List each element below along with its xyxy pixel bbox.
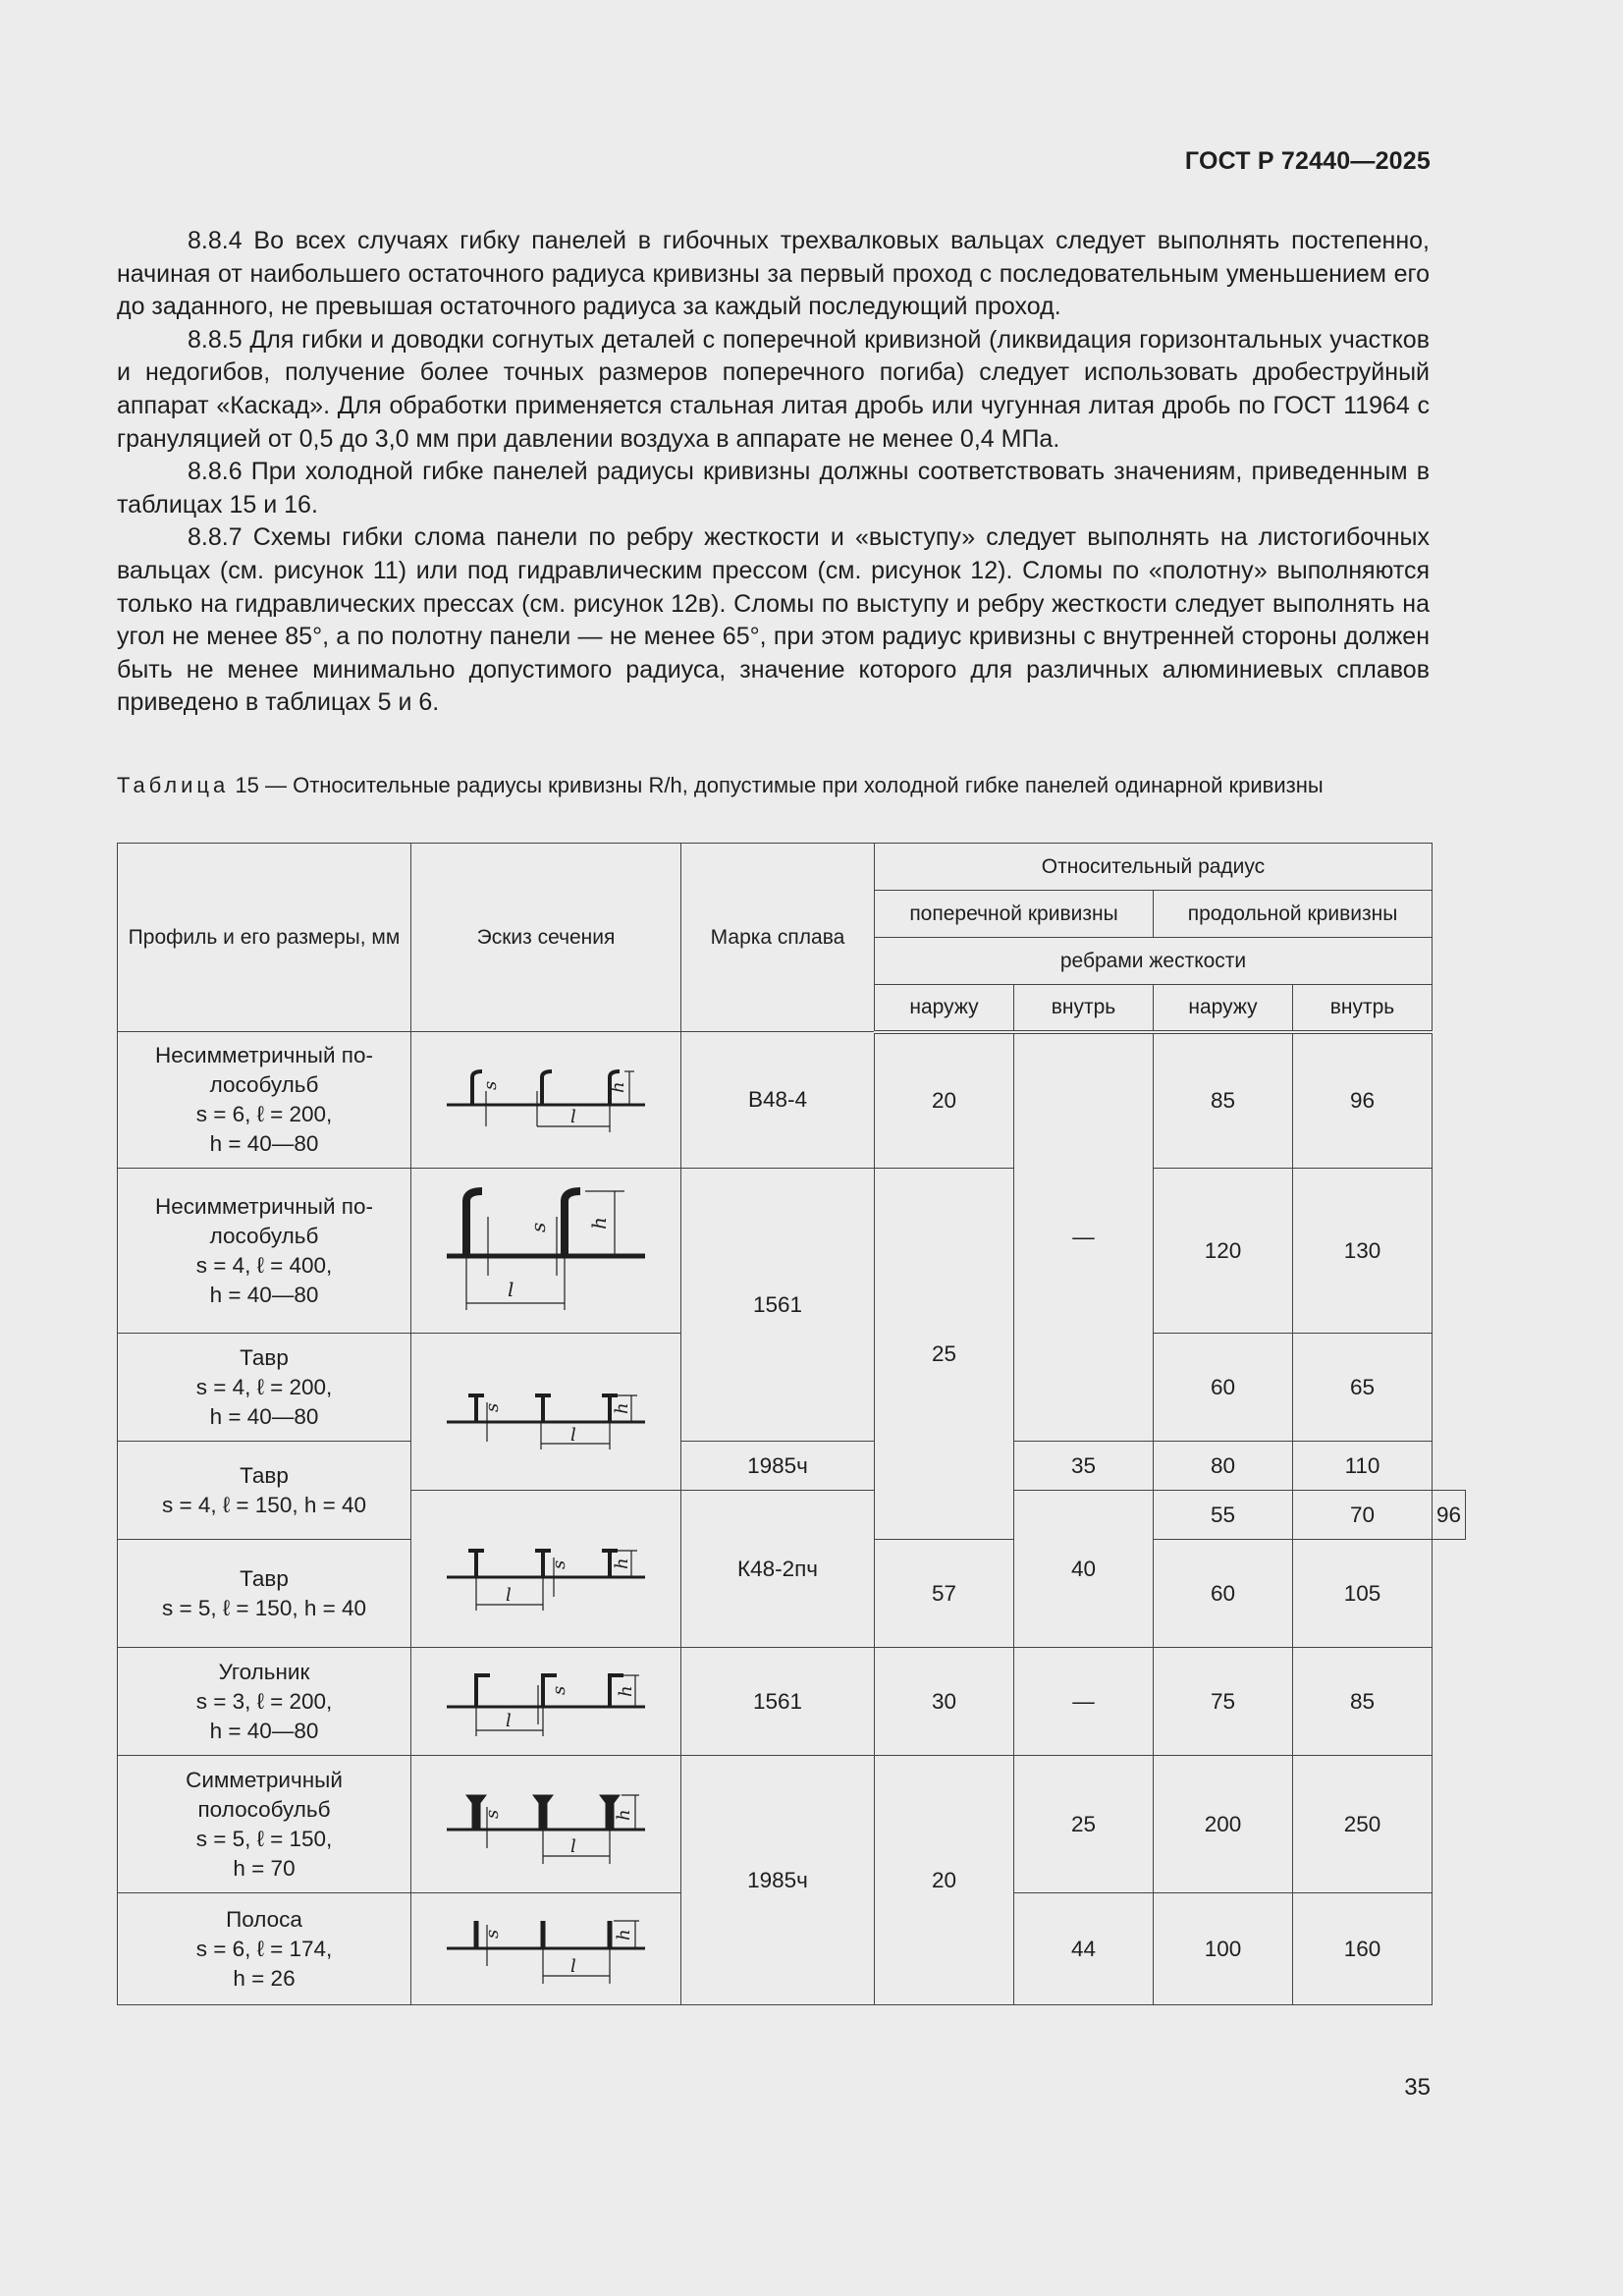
value-cell: 25 [875, 1169, 1014, 1540]
header-profile: Профиль и его размеры, мм [118, 844, 411, 1032]
paragraph-8-8-7: 8.8.7 Схемы гибки слома панели по ребру жесткости и «выступу» следует выполнять на листогибочных вальцах (см. рисунок 11) или под гидравлическим прессом (см. рисунок 12). Сломы по «полотну» выполняются только на гидравлических прессах (см. рисунок 12в). Сломы по выступу и ребру жесткости следует выполнять на угол не менее 85°, а по полотну панели — не менее 65°, при этом радиус кривизны с внутренней стороны должен быть не менее минимально допустимого радиуса, значение которого для различных алюминиевых сплавов приведено в таблицах 5 и 6. [117, 523, 1430, 717]
alloy-cell: К48-2пч [681, 1491, 875, 1648]
profile-line: s = 5, ℓ = 150, [195, 1826, 333, 1851]
sketch-cell [411, 1491, 681, 1648]
paragraph-8-8-4: 8.8.4 Во всех случаях гибку панелей в гибочных трехвалковых вальцах следует выполнять постепенно, начиная от наибольшего остаточного радиуса кривизны за первый проход с последовательным уменьшением его до заданного, не превышая остаточного радиуса за каждый последующий проход. [117, 227, 1430, 321]
header-out-1: наружу [875, 985, 1014, 1032]
profile-line: Тавр [240, 1462, 289, 1488]
value-cell: — [1014, 1648, 1154, 1756]
alloy-cell: 1561 [681, 1648, 875, 1756]
profile-cell [118, 1648, 411, 1756]
header-ribs: ребрами жесткости [875, 938, 1433, 985]
page-number: 35 [1404, 2074, 1431, 2101]
alloy-cell: В48-4 [681, 1032, 875, 1169]
header-in-2: внутрь [1293, 985, 1433, 1032]
sketch-label-l: l [508, 1277, 514, 1301]
value-cell: 96 [1433, 1491, 1466, 1540]
value-cell: 20 [875, 1756, 1014, 2005]
profile-cell [118, 1032, 411, 1169]
header-in-1: внутрь [1014, 985, 1154, 1032]
profile-line: s = 5, ℓ = 150, h = 40 [161, 1595, 367, 1620]
profile-line: Тавр [240, 1565, 289, 1591]
profile-cell [118, 1756, 411, 1893]
sketch-cell [411, 1648, 681, 1756]
sketch-label-s: s [526, 1222, 550, 1232]
value-cell: 35 [1014, 1442, 1154, 1491]
value-cell: 60 [1154, 1334, 1293, 1442]
profile-line: Тавр [240, 1344, 289, 1370]
profile-line: Несимметричный по- [154, 1043, 373, 1067]
value-cell: 70 [1293, 1491, 1433, 1540]
profile-line: s = 6, ℓ = 174, [195, 1936, 333, 1961]
value-cell: 20 [875, 1032, 1014, 1169]
profile-line: h = 70 [233, 1855, 296, 1881]
value-cell: 85 [1293, 1648, 1433, 1756]
sketch-cell [411, 1334, 681, 1491]
sketch-label-s: s [549, 1685, 569, 1695]
profile-cell [118, 1442, 411, 1540]
profile-line: Симметричный [186, 1767, 343, 1792]
sketch-label-l: l [570, 1835, 576, 1857]
header-sketch: Эскиз сечения [411, 844, 681, 1032]
value-cell: 65 [1293, 1334, 1433, 1442]
value-cell: 96 [1293, 1032, 1433, 1169]
profile-cell [118, 1334, 411, 1442]
tee-profile-small-sketch [443, 1520, 649, 1618]
value-cell: 250 [1293, 1756, 1433, 1893]
table-caption-text: 15 — Относительные радиусы кривизны R/h, допустимые при холодной гибке панелей одинарной кривизны [235, 773, 1324, 797]
profile-cell [118, 1169, 411, 1334]
standard-header: ГОСТ Р 72440—2025 [1184, 147, 1431, 175]
header-longitudinal: продольной кривизны [1154, 891, 1433, 938]
sketch-cell [411, 1893, 681, 2005]
sketch-cell [411, 1032, 681, 1169]
profile-line: s = 3, ℓ = 200, [195, 1688, 333, 1714]
sketch-label-h: h [614, 1808, 634, 1821]
curvature-table [117, 843, 1466, 2005]
sketch-label-h: h [612, 1557, 632, 1569]
value-cell: 30 [875, 1648, 1014, 1756]
value-cell: 80 [1154, 1442, 1293, 1491]
header-transverse: поперечной кривизны [875, 891, 1154, 938]
value-cell: 60 [1154, 1540, 1293, 1648]
profile-line: Угольник [218, 1659, 310, 1684]
strip-profile-sketch [443, 1905, 649, 1994]
value-cell: 120 [1154, 1169, 1293, 1334]
profile-line: h = 40—80 [209, 1282, 319, 1307]
value-cell: 200 [1154, 1756, 1293, 1893]
sketch-label-h: h [614, 1928, 634, 1941]
value-cell: 40 [1014, 1491, 1154, 1648]
value-cell: 44 [1014, 1893, 1154, 2005]
sketch-cell [411, 1756, 681, 1893]
sketch-label-l: l [570, 1424, 576, 1446]
sketch-label-s: s [482, 1402, 503, 1412]
value-cell-dash: — [1014, 1032, 1154, 1442]
table-caption-label: Таблица [117, 773, 230, 797]
sketch-label-h: h [612, 1401, 632, 1414]
table-caption [117, 771, 1430, 800]
tee-profile-sketch [443, 1363, 649, 1461]
sketch-label-l: l [506, 1584, 512, 1606]
alloy-cell: 1985ч [681, 1442, 875, 1491]
alloy-cell: 1985ч [681, 1756, 875, 2005]
value-cell: 55 [1154, 1491, 1293, 1540]
profile-cell [118, 1893, 411, 2005]
sketch-label-s: s [482, 1929, 503, 1939]
profile-line: s = 6, ℓ = 200, [195, 1102, 333, 1126]
profile-line: h = 26 [233, 1965, 296, 1991]
value-cell: 160 [1293, 1893, 1433, 2005]
paragraph-8-8-5: 8.8.5 Для гибки и доводки согнутых деталей с поперечной кривизной (ликвидация горизонтальных участков и недогибов, получение более точных размеров поперечного погиба) следует использовать дробеструйный аппарат «Каскад». Для обработки применяется стальная литая дробь или чугунная литая дробь по ГОСТ 11964 с грануляцией от 0,5 до 3,0 мм при давлении воздуха в аппарате не менее 0,4 МПа. [117, 325, 1430, 453]
value-cell: 75 [1154, 1648, 1293, 1756]
value-cell: 25 [1014, 1756, 1154, 1893]
sketch-label-l: l [570, 1107, 576, 1127]
angle-profile-sketch [443, 1658, 649, 1746]
value-cell: 130 [1293, 1169, 1433, 1334]
sketch-label-s: s [482, 1809, 503, 1819]
bulb-profile-large-sketch [443, 1177, 649, 1325]
profile-line: s = 4, ℓ = 400, [195, 1252, 333, 1278]
header-relative-radius: Относительный радиус [875, 844, 1433, 891]
profile-cell [118, 1540, 411, 1648]
header-out-2: наружу [1154, 985, 1293, 1032]
paragraph-8-8-6: 8.8.6 При холодной гибке панелей радиусы кривизны должны соответствовать значениям, приведенным в таблицах 15 и 16. [117, 458, 1430, 519]
header-alloy: Марка сплава [681, 844, 875, 1032]
profile-line: Полоса [226, 1906, 302, 1932]
value-cell: 100 [1154, 1893, 1293, 2005]
sketch-label-h: h [587, 1216, 611, 1230]
sketch-label-h: h [608, 1081, 628, 1093]
sketch-label-s: s [549, 1559, 569, 1569]
alloy-cell: 1561 [681, 1169, 875, 1442]
profile-line: лособульб [209, 1072, 319, 1097]
sketch-label-h: h [616, 1684, 636, 1697]
profile-line: h = 40—80 [209, 1131, 319, 1156]
profile-line: полособульб [197, 1796, 331, 1822]
sketch-cell [411, 1169, 681, 1334]
bulb-profile-sketch [443, 1056, 649, 1144]
value-cell: 57 [875, 1540, 1014, 1648]
profile-line: s = 4, ℓ = 200, [195, 1374, 333, 1399]
profile-line: h = 40—80 [209, 1718, 319, 1743]
value-cell: 110 [1293, 1442, 1433, 1491]
value-cell: 85 [1154, 1032, 1293, 1169]
value-cell: 105 [1293, 1540, 1433, 1648]
sketch-label-s: s [480, 1080, 501, 1090]
profile-line: Несимметричный по- [154, 1193, 373, 1219]
sketch-label-l: l [506, 1710, 512, 1731]
profile-line: h = 40—80 [209, 1403, 319, 1429]
symmetric-bulb-sketch [443, 1776, 649, 1874]
profile-line: s = 4, ℓ = 150, h = 40 [161, 1492, 367, 1517]
profile-line: лособульб [209, 1223, 319, 1248]
sketch-label-l: l [570, 1955, 576, 1977]
body-text [117, 225, 1430, 720]
